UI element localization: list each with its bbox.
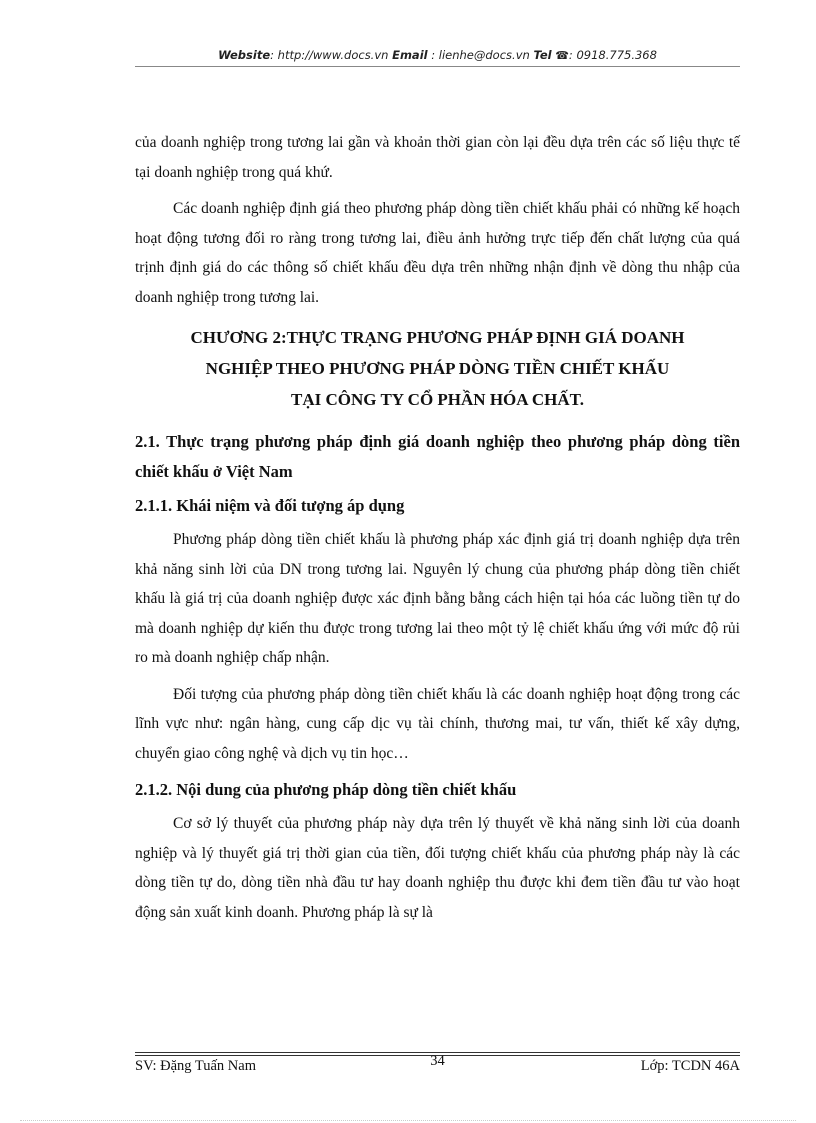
tel-label: Tel <box>533 48 552 62</box>
page-number: 34 <box>430 1053 445 1069</box>
email-value: : lienhe@docs.vn <box>431 48 530 62</box>
paragraph-3: Phương pháp dòng tiền chiết khấu là phương pháp xác định giá trị doanh nghiệp dựa trên khả năng sinh lời của DN trong tương lai. Nguyên lý chung của phương pháp dòng tiền chiết khấu là giá trị của doanh nghiệp được xác định bằng bằng cách hiện tại hóa các luồng tiền tự do mà doanh nghiệp dự kiến thu được trong tương lai theo một tỷ lệ chiết khấu ứng với mức độ rủi ro mà doanh nghiệp chấp nhận. <box>135 531 740 666</box>
paragraph-5: Cơ sở lý thuyết của phương pháp này dựa trên lý thuyết về khả năng sinh lời của doanh nghiệp và lý thuyết giá trị thời gian của tiền, đối tượng chiết khấu của phương pháp này là các dòng tiền tự do, dòng tiền nhà đầu tư hay doanh nghiệp thu được khi đem tiền đầu tư vào hoạt động sản xuất kinh doanh. Phương pháp là sự là <box>135 815 740 921</box>
page-body <box>135 128 740 934</box>
page-header <box>135 48 740 62</box>
page-bottom-border <box>20 1120 796 1121</box>
tel-value: : 0918.775.368 <box>568 48 657 62</box>
header-divider <box>135 66 740 67</box>
website-value: : http://www.docs.vn <box>270 48 389 62</box>
chapter-title <box>135 322 740 415</box>
section-heading-2-1-2: 2.1.2. Nội dung của phương pháp dòng tiền chiết khấu <box>135 780 517 799</box>
chapter-title-line-3: TẠI CÔNG TY CỔ PHẦN HÓA CHẤT. <box>291 390 584 409</box>
footer-class: Lớp: TCDN 46A <box>640 1058 740 1074</box>
paragraph-1: của doanh nghiệp trong tương lai gần và khoản thời gian còn lại đều dựa trên các số liệu thực tế tại doanh nghiệp trong quá khứ. <box>135 134 740 181</box>
section-heading-2-1-1: 2.1.1. Khái niệm và đối tượng áp dụng <box>135 496 405 515</box>
footer-student: SV: Đặng Tuấn Nam <box>135 1058 256 1074</box>
email-label: Email <box>392 48 428 62</box>
section-heading-2-1: 2.1. Thực trạng phương pháp định giá doanh nghiệp theo phương pháp dòng tiền chiết khấu ở Việt Nam <box>135 432 740 481</box>
paragraph-4: Đối tượng của phương pháp dòng tiền chiết khấu là các doanh nghiệp hoạt động trong các lĩnh vực như: ngân hàng, cung cấp dịc vụ tài chính, thương mai, tư vấn, thiết kế xây dựng, chuyển giao công nghệ và dịch vụ tin học… <box>135 685 740 762</box>
chapter-title-line-1: CHƯƠNG 2:THỰC TRẠNG PHƯƠNG PHÁP ĐỊNH GIÁ DOANH <box>190 328 685 347</box>
phone-icon: ☎ <box>555 49 569 62</box>
page-footer <box>135 1053 740 1080</box>
website-label: Website <box>218 48 271 62</box>
paragraph-2: Các doanh nghiệp định giá theo phương pháp dòng tiền chiết khấu phải có những kế hoạch hoạt động tương đối ro ràng trong tương lai, điều ảnh hưởng trực tiếp đến chất lượng của quá trịnh định giá do các thông số chiết khấu đều dựa trên những nhận định về dòng thu nhập của doanh nghiệp trong tương lai. <box>135 200 740 306</box>
chapter-title-line-2: NGHIỆP THEO PHƯƠNG PHÁP DÒNG TIỀN CHIẾT KHẤU <box>205 359 670 378</box>
